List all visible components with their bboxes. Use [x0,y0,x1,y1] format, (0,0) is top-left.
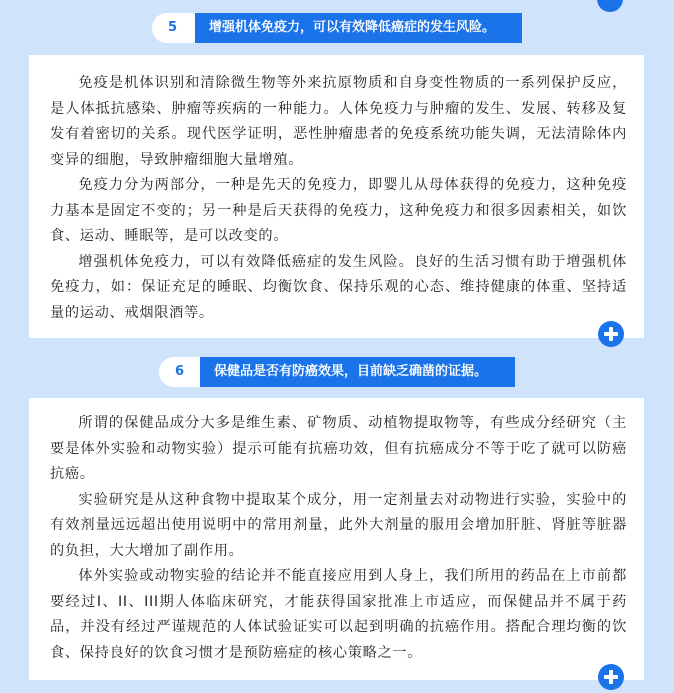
paragraph: 实验研究是从这种食物中提取某个成分，用一定剂量去对动物进行实验，实验中的有效剂量远远超出使用说明中的常用剂量，此外大剂量的服用会增加肝脏、肾脏等脏器的负担，大大增加了副作用。 [50,491,627,559]
plus-circle-icon[interactable] [597,0,623,12]
section-title: 保健品是否有防癌效果，目前缺乏确凿的证据。 [200,357,515,387]
section-header-6 [159,357,515,387]
paragraph: 免疫是机体识别和清除微生物等外来抗原物质和自身变性物质的一系列保护反应，是人体抵抗感染、肿瘤等疾病的一种能力。人体免疫力与肿瘤的发生、发展、转移及复发有着密切的关系。现代医学证明，恶性肿瘤患者的免疫系统功能失调，无法清除体内变异的细胞，导致肿瘤细胞大量增殖。 [50,75,627,168]
section-card-6 [29,398,644,680]
section-header-5 [152,13,522,43]
paragraph: 体外实验或动物实验的结论并不能直接应用到人身上，我们所用的药品在上市前都要经过I、II、III期人体临床研究，才能获得国家批准上市适应，而保健品并不属于药品，并没有经过严谨规范的人体试验证实可以起到明确的抗癌作用。搭配合理均衡的饮食、保持良好的饮食习惯才是预防癌症的核心策略之一。 [50,568,627,661]
section-card-5 [29,55,644,338]
section-number: 6 [159,357,217,387]
section-number: 5 [152,13,210,43]
paragraph: 所谓的保健品成分大多是维生素、矿物质、动植物提取物等，有些成分经研究（主要是体外实验和动物实验）提示可能有抗癌功效，但有抗癌成分不等于吃了就可以防癌抗癌。 [50,415,627,482]
section-title: 增强机体免疫力，可以有效降低癌症的发生风险。 [195,13,522,43]
paragraph: 免疫力分为两部分，一种是先天的免疫力，即婴儿从母体获得的免疫力，这种免疫力基本是固定不变的；另一种是后天获得的免疫力，这种免疫力和很多因素相关，如饮食、运动、睡眠等，是可以改变的。 [50,177,627,244]
expand-plus-icon[interactable] [598,664,624,690]
expand-plus-icon[interactable] [598,321,624,347]
paragraph: 增强机体免疫力，可以有效降低癌症的发生风险。良好的生活习惯有助于增强机体免疫力，如：保证充足的睡眠、均衡饮食、保持乐观的心态、维持健康的体重、坚持适量的运动、戒烟限酒等。 [50,253,627,321]
